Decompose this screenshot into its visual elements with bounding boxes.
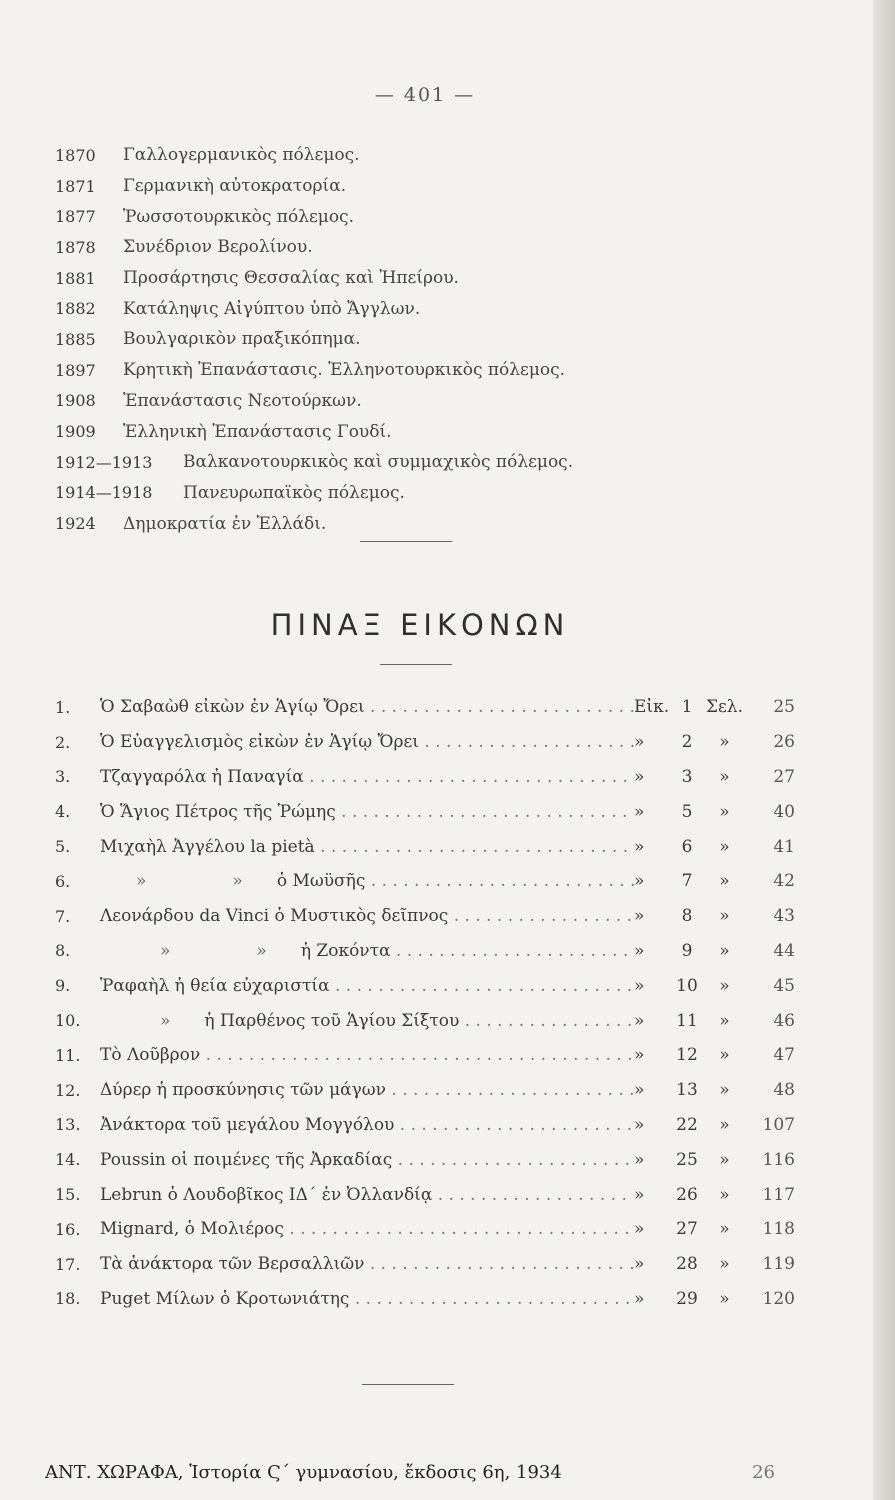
figure-number: 6 xyxy=(681,836,693,857)
page-ref: 117 xyxy=(762,1184,795,1205)
chronology-event: Προσάρτησις Θεσσαλίας καὶ Ἠπείρου. xyxy=(123,268,459,289)
entry-title: Mignard, ὁ Μολιέρος . . . xyxy=(100,1219,634,1239)
chronology-year: 1912—1913 xyxy=(55,452,153,472)
page-label: » xyxy=(719,906,730,927)
entry-number: 14. xyxy=(55,1150,81,1170)
chronology-event: Ἑλληνικὴ Ἐπανάστασις Γουδί. xyxy=(123,421,392,442)
chronology-year: 1909 xyxy=(55,422,96,442)
ditto-mark: » xyxy=(160,1010,171,1031)
figure-label: » xyxy=(634,1184,645,1205)
chronology-year: 1877 xyxy=(55,207,96,227)
entry-title: Poussin οἱ ποιμένες τῆς Ἀρκαδίας . . . xyxy=(100,1150,634,1170)
chronology-event: Βαλκανοτουρκικὸς καὶ συμμαχικὸς πόλεμος. xyxy=(183,452,574,473)
chronology-item xyxy=(55,201,675,232)
page-label: » xyxy=(719,1010,730,1031)
figure-number: 25 xyxy=(676,1149,698,1170)
figure-entry xyxy=(55,725,795,760)
page-number: — 401 — xyxy=(374,84,476,106)
entry-title: ὁ Μωϋσῆς xyxy=(276,871,366,892)
figure-entry xyxy=(55,1073,795,1108)
chronology-year: 1882 xyxy=(55,299,96,319)
figure-label: » xyxy=(634,836,645,857)
chronology-year: 1881 xyxy=(55,268,96,288)
entry-number: 16. xyxy=(55,1219,81,1239)
page-ref: 27 xyxy=(773,766,795,787)
page-label: » xyxy=(719,1288,730,1309)
page-ref: 46 xyxy=(773,1010,795,1031)
figure-number: 22 xyxy=(676,1114,698,1135)
chronology-item xyxy=(55,416,675,447)
figure-number: 29 xyxy=(676,1288,698,1309)
entry-title-wrap xyxy=(100,1011,634,1031)
figure-entry xyxy=(55,1038,795,1073)
entry-number: 10. xyxy=(55,1011,81,1031)
entry-number: 11. xyxy=(55,1045,81,1065)
entry-title: Λεονάρδου da Vinci ὁ Μυστικὸς δεῖπνος . . . xyxy=(100,906,634,926)
entry-number: 7. xyxy=(55,906,71,926)
divider xyxy=(360,541,452,542)
entry-number: 1. xyxy=(55,697,71,717)
figure-label: » xyxy=(634,732,645,753)
figure-number: 7 xyxy=(681,871,693,892)
figure-label: » xyxy=(634,801,645,822)
page-ref: 118 xyxy=(762,1219,795,1240)
figure-entry xyxy=(55,899,795,934)
entry-title: Ὁ Εὐαγγελισμὸς εἰκὼν ἐν Ἁγίῳ Ὄρει . . . xyxy=(100,732,634,752)
figure-number: 13 xyxy=(676,1080,698,1101)
figure-label: » xyxy=(634,975,645,996)
sheet-number: 26 xyxy=(752,1462,775,1483)
figure-entry xyxy=(55,1142,795,1177)
figure-number: 28 xyxy=(676,1254,698,1275)
entry-number: 2. xyxy=(55,732,71,752)
chronology-event: Συνέδριον Βερολίνου. xyxy=(123,237,313,258)
divider xyxy=(380,664,452,665)
entry-title: Ὁ Ἅγιος Πέτρος τῆς Ῥώμης . . . xyxy=(100,802,634,822)
page-label: » xyxy=(719,801,730,822)
page-ref: 26 xyxy=(773,732,795,753)
chronology-item xyxy=(55,232,675,263)
chronology-event: Πανευρωπαϊκὸς πόλεμος. xyxy=(183,482,405,503)
page-label: » xyxy=(719,836,730,857)
figure-entry xyxy=(55,1003,795,1038)
entry-title: Ῥαφαὴλ ἡ θεία εὐχαριστία . . . xyxy=(100,976,634,996)
chronology-item xyxy=(55,386,675,417)
figure-entry xyxy=(55,864,795,899)
page-ref: 25 xyxy=(773,697,795,718)
entry-title: Ἀνάκτορα τοῦ μεγάλου Μογγόλου . . . xyxy=(100,1115,634,1135)
page-label: » xyxy=(719,1114,730,1135)
chronology-item xyxy=(55,293,675,324)
entry-number: 18. xyxy=(55,1289,81,1309)
ditto-mark: » xyxy=(232,871,243,892)
chronology-event: Κρητικὴ Ἐπανάστασις. Ἑλληνοτουρκικὸς πόλεμος. xyxy=(123,360,566,381)
figure-label: » xyxy=(634,766,645,787)
chronology-list xyxy=(55,140,675,539)
entry-number: 6. xyxy=(55,871,71,891)
chronology-event: Γερμανικὴ αὐτοκρατορία. xyxy=(123,176,347,197)
entry-number: 5. xyxy=(55,837,71,857)
figure-number: 5 xyxy=(681,801,693,822)
chronology-item xyxy=(55,171,675,202)
figure-number: 12 xyxy=(676,1045,698,1066)
figure-label: » xyxy=(634,1149,645,1170)
figure-entry xyxy=(55,1247,795,1282)
figure-label: » xyxy=(634,906,645,927)
page-ref: 43 xyxy=(773,906,795,927)
footer-imprint: ΑΝΤ. ΧΩΡΑΦΑ, Ἱστορία Ϛ΄ γυμνασίου, ἔκδοσις 6η, 1934 xyxy=(45,1462,562,1483)
entry-title-wrap xyxy=(100,941,634,961)
page-label: Σελ. xyxy=(705,697,743,718)
page-ref: 119 xyxy=(762,1254,795,1275)
figure-entry xyxy=(55,690,795,725)
entry-title: Τὸ Λοῦβρον . . . xyxy=(100,1045,634,1065)
chronology-item xyxy=(55,355,675,386)
chronology-item xyxy=(55,508,675,539)
figure-label: » xyxy=(634,1219,645,1240)
figure-number: 3 xyxy=(681,766,693,787)
chronology-event: Δημοκρατία ἐν Ἑλλάδι. xyxy=(123,513,327,534)
page-label: » xyxy=(719,1045,730,1066)
figure-label: » xyxy=(634,1114,645,1135)
figure-label: » xyxy=(634,1010,645,1031)
figure-number: 11 xyxy=(676,1010,698,1031)
footer xyxy=(45,1462,775,1483)
ditto-mark: » xyxy=(160,940,171,961)
chronology-year: 1885 xyxy=(55,329,96,349)
page-label: » xyxy=(719,766,730,787)
figure-number: 2 xyxy=(681,732,693,753)
figure-entry xyxy=(55,760,795,795)
entry-title: ἡ Παρθένος τοῦ Ἁγίου Σίξτου xyxy=(204,1010,460,1031)
chronology-event: Βουλγαρικὸν πραξικόπημα. xyxy=(123,329,361,350)
page-label: » xyxy=(719,1080,730,1101)
figure-label: » xyxy=(634,1080,645,1101)
page-edge xyxy=(873,0,895,1500)
ditto-mark: » xyxy=(256,940,267,961)
figure-entry xyxy=(55,1282,795,1317)
chronology-item xyxy=(55,478,675,509)
page-ref: 42 xyxy=(773,871,795,892)
entry-title: Lebrun ὁ Λουδοβῖκος ΙΔ΄ ἐν Ὀλλανδίᾳ . . . xyxy=(100,1185,634,1205)
figure-entry xyxy=(55,794,795,829)
page-label: » xyxy=(719,1149,730,1170)
page-ref: 116 xyxy=(762,1149,795,1170)
divider xyxy=(362,1384,454,1385)
chronology-year: 1871 xyxy=(55,176,96,196)
page-label: » xyxy=(719,871,730,892)
page-ref: 47 xyxy=(773,1045,795,1066)
figure-entry xyxy=(55,829,795,864)
entry-title: ἡ Ζοκόντα xyxy=(300,940,391,961)
figure-number: 27 xyxy=(676,1219,698,1240)
figure-number: 26 xyxy=(676,1184,698,1205)
entry-number: 4. xyxy=(55,802,71,822)
entry-number: 15. xyxy=(55,1185,81,1205)
entry-number: 3. xyxy=(55,767,71,787)
page-ref: 40 xyxy=(773,801,795,822)
entry-number: 9. xyxy=(55,976,71,996)
figure-number: 1 xyxy=(681,697,693,718)
chronology-event: Ῥωσσοτουρκικὸς πόλεμος. xyxy=(123,206,354,227)
chronology-event: Ἐπανάστασις Νεοτούρκων. xyxy=(123,390,362,411)
figure-index xyxy=(55,690,795,1316)
page-ref: 45 xyxy=(773,975,795,996)
entry-title: Puget Μίλων ὁ Κροτωνιάτης . . . xyxy=(100,1289,634,1309)
chronology-event: Κατάληψις Αἰγύπτου ὑπὸ Ἄγγλων. xyxy=(123,298,421,319)
figure-entry xyxy=(55,1108,795,1143)
section-title: ΠΙΝΑΞ ΕΙΚΟΝΩΝ xyxy=(270,608,570,642)
page-label: » xyxy=(719,732,730,753)
page-label: » xyxy=(719,1184,730,1205)
entry-title: Δύρερ ἡ προσκύνησις τῶν μάγων . . . xyxy=(100,1080,634,1100)
ditto-mark: » xyxy=(136,871,147,892)
page-ref: 107 xyxy=(762,1114,795,1135)
figure-label: » xyxy=(634,871,645,892)
chronology-item xyxy=(55,140,675,171)
page-label: » xyxy=(719,940,730,961)
chronology-year: 1908 xyxy=(55,391,96,411)
page-ref: 48 xyxy=(773,1080,795,1101)
page-ref: 120 xyxy=(762,1288,795,1309)
entry-title: Τὰ ἀνάκτορα τῶν Βερσαλλιῶν . . . xyxy=(100,1254,634,1274)
figure-number: 9 xyxy=(681,940,693,961)
figure-entry xyxy=(55,1212,795,1247)
chronology-year: 1924 xyxy=(55,514,96,534)
chronology-item xyxy=(55,263,675,294)
figure-label: » xyxy=(634,1254,645,1275)
figure-label: » xyxy=(634,1288,645,1309)
entry-title: Ὁ Σαβαὼθ εἰκὼν ἐν Ἁγίῳ Ὄρει . . . xyxy=(100,697,634,717)
page-label: » xyxy=(719,975,730,996)
chronology-year: 1914—1918 xyxy=(55,483,153,503)
figure-number: 10 xyxy=(676,975,698,996)
entry-number: 17. xyxy=(55,1254,81,1274)
chronology-item xyxy=(55,447,675,478)
figure-label: » xyxy=(634,1045,645,1066)
chronology-year: 1870 xyxy=(55,145,96,165)
chronology-year: 1878 xyxy=(55,237,96,257)
figure-label: » xyxy=(634,940,645,961)
page-label: » xyxy=(719,1254,730,1275)
figure-label: Εἰκ. xyxy=(634,697,670,718)
entry-title: Τζαγγαρόλα ἡ Παναγία . . . xyxy=(100,767,634,787)
entry-number: 13. xyxy=(55,1115,81,1135)
entry-number: 8. xyxy=(55,941,71,961)
page-label: » xyxy=(719,1219,730,1240)
page-ref: 41 xyxy=(773,836,795,857)
chronology-year: 1897 xyxy=(55,360,96,380)
figure-number: 8 xyxy=(681,906,693,927)
chronology-item xyxy=(55,324,675,355)
figure-entry xyxy=(55,934,795,969)
chronology-event: Γαλλογερμανικὸς πόλεμος. xyxy=(123,145,360,166)
entry-title: Μιχαὴλ Ἀγγέλου la pietà . . . xyxy=(100,837,634,857)
entry-title-wrap xyxy=(100,871,634,891)
entry-number: 12. xyxy=(55,1080,81,1100)
page-ref: 44 xyxy=(773,940,795,961)
figure-entry xyxy=(55,1177,795,1212)
figure-entry xyxy=(55,968,795,1003)
